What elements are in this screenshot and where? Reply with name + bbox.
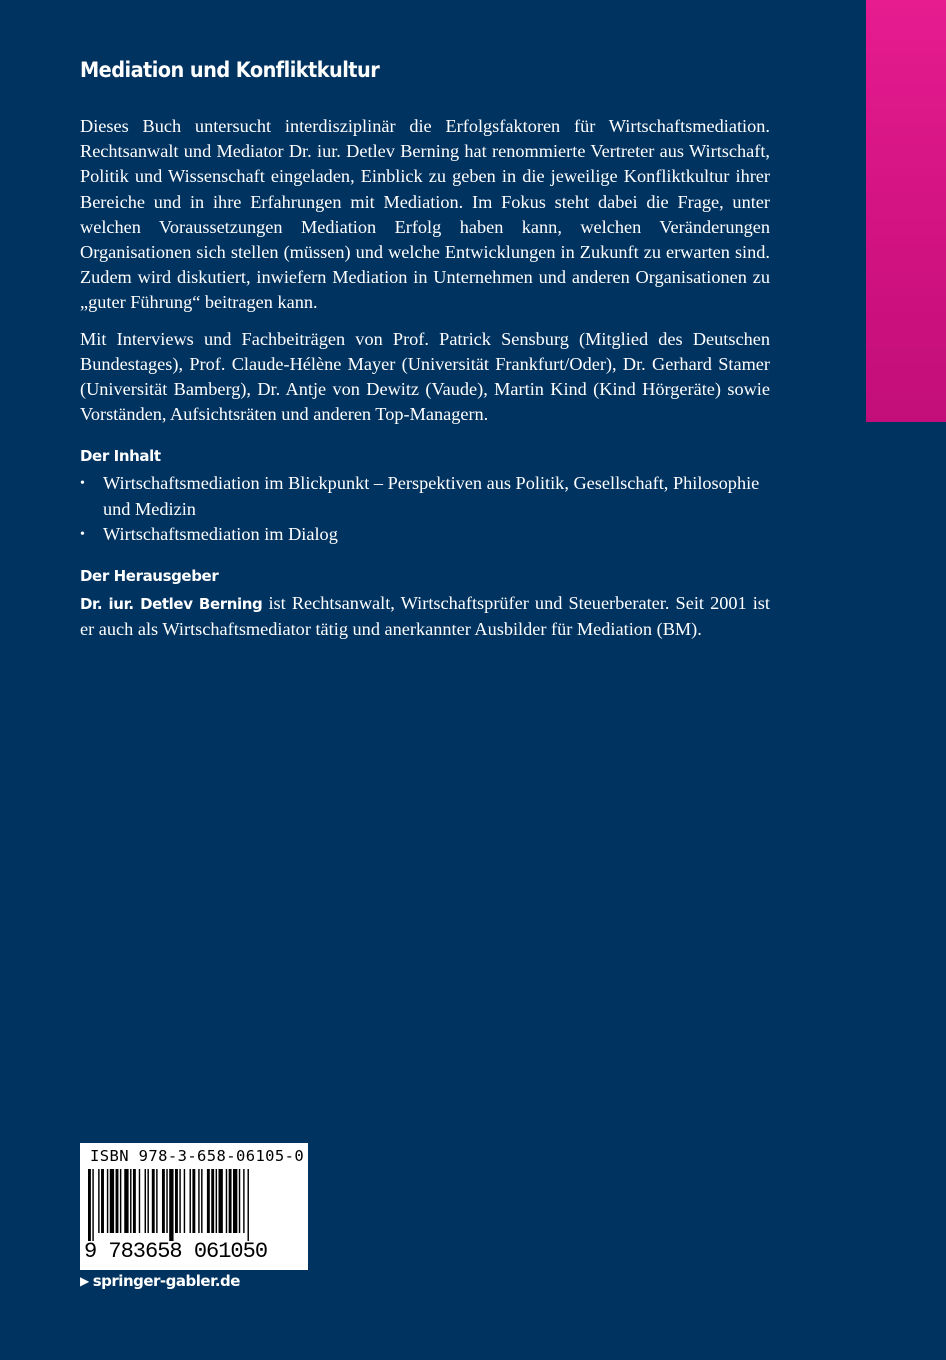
book-title: Mediation und Konfliktkultur	[80, 58, 380, 82]
barcode-bar	[101, 1169, 104, 1233]
list-item-text: Wirtschaftsmediation im Blickpunkt – Perspektiven aus Politik, Gesellschaft, Philosophie und Medizin	[103, 473, 760, 519]
contents-heading: Der Inhalt	[80, 447, 161, 466]
barcode-bar	[233, 1169, 237, 1233]
bullet-icon: •	[80, 526, 85, 542]
barcode-bar	[211, 1169, 214, 1233]
editor-name: Dr. iur. Detlev Berning	[80, 595, 263, 614]
publisher-website[interactable]	[80, 1272, 240, 1290]
barcode-digits: 9 783658 061050	[84, 1239, 268, 1264]
barcode-bar	[156, 1169, 157, 1233]
barcode-bar	[198, 1169, 199, 1233]
list-item	[80, 471, 770, 521]
barcode-bars	[88, 1169, 300, 1241]
barcode-bar	[130, 1169, 131, 1233]
barcode-bar	[201, 1169, 202, 1233]
barcode-bar	[107, 1169, 108, 1233]
barcode-bar	[145, 1169, 146, 1233]
barcode-bar	[98, 1169, 99, 1233]
barcode-bar	[166, 1169, 167, 1233]
barcode-bar	[192, 1169, 195, 1233]
arrow-right-icon: ▶	[80, 1274, 89, 1288]
accent-bar	[866, 0, 946, 422]
isbn-label: ISBN 978-3-658-06105-0	[90, 1147, 305, 1165]
barcode-bar	[124, 1169, 128, 1233]
barcode-bar	[88, 1169, 91, 1241]
editor-heading: Der Herausgeber	[80, 567, 219, 586]
bullet-icon: •	[80, 476, 85, 492]
barcode-bar	[152, 1169, 155, 1233]
barcode-bar	[139, 1169, 140, 1233]
barcode-bar	[248, 1169, 249, 1241]
barcode-bar	[243, 1169, 244, 1233]
barcode-bar	[147, 1169, 148, 1233]
barcode-bar	[190, 1169, 191, 1233]
barcode-bar	[162, 1169, 165, 1233]
back-cover-text	[80, 58, 770, 653]
barcode-bar	[219, 1169, 223, 1233]
website-url: springer-gabler.de	[92, 1272, 240, 1290]
barcode-bar	[169, 1169, 173, 1241]
list-item-text: Wirtschaftsmediation im Dialog	[103, 523, 338, 544]
barcode-bar	[179, 1169, 180, 1233]
isbn-barcode	[80, 1143, 308, 1270]
barcode-bar	[226, 1169, 227, 1233]
description-paragraph: Dieses Buch untersucht interdisziplinär die Erfolgsfaktoren für Wirtschaftsmediation. Rechtsanwalt und Mediator Dr. iur. Detlev Berning hat renommierte Vertreter aus Wirtschaft, Politik und Wissenschaft eingeladen, Einblick zu geben in die jeweilige Konfliktkultur ihrer Bereiche und in ihre Erfahrungen mit Mediation. Im Fokus steht dabei die Frage, unter welchen Voraussetzungen Mediation Erfolg haben kann, welchen Veränderungen Organisationen sich stellen (müssen) und welche Entwicklungen in Zukunft zu erwarten sind. Zudem wird diskutiert, inwiefern Mediation in Unternehmen und anderen Organisationen zu „guter Führung“ beitragen kann.	[80, 116, 770, 313]
list-item	[80, 522, 770, 547]
barcode-bar	[175, 1169, 178, 1233]
barcode-bar	[110, 1169, 114, 1233]
barcode-bar	[229, 1169, 232, 1233]
barcode-bar	[207, 1169, 210, 1233]
contents-list	[80, 471, 770, 547]
editor-bio	[80, 591, 770, 642]
barcode-bar	[120, 1169, 121, 1233]
barcode-bar	[239, 1169, 240, 1233]
barcode-bar	[216, 1169, 217, 1233]
contributors-paragraph: Mit Interviews und Fachbeiträgen von Prof. Patrick Sensburg (Mitglied des Deutschen Bundestages), Prof. Claude-Hélène Mayer (Universität Frankfurt/Oder), Dr. Gerhard Stamer (Universität Bamberg), Dr. Antje von Dewitz (Vaude), Martin Kind (Kind Hörgeräte) sowie Vorständen, Aufsichtsräten und anderen Top-Managern.	[80, 328, 770, 425]
barcode-bar	[116, 1169, 119, 1233]
editor-bio-text: ist Rechtsanwalt, Wirtschaftsprüfer und Steuerberater. Seit 2001 ist er auch als Wirtschaftsmediator tätig und anerkannter Ausbilder für Mediation (BM).	[80, 593, 771, 640]
barcode-bar	[184, 1169, 185, 1233]
barcode-bar	[133, 1169, 136, 1233]
barcode-bar	[92, 1169, 93, 1241]
